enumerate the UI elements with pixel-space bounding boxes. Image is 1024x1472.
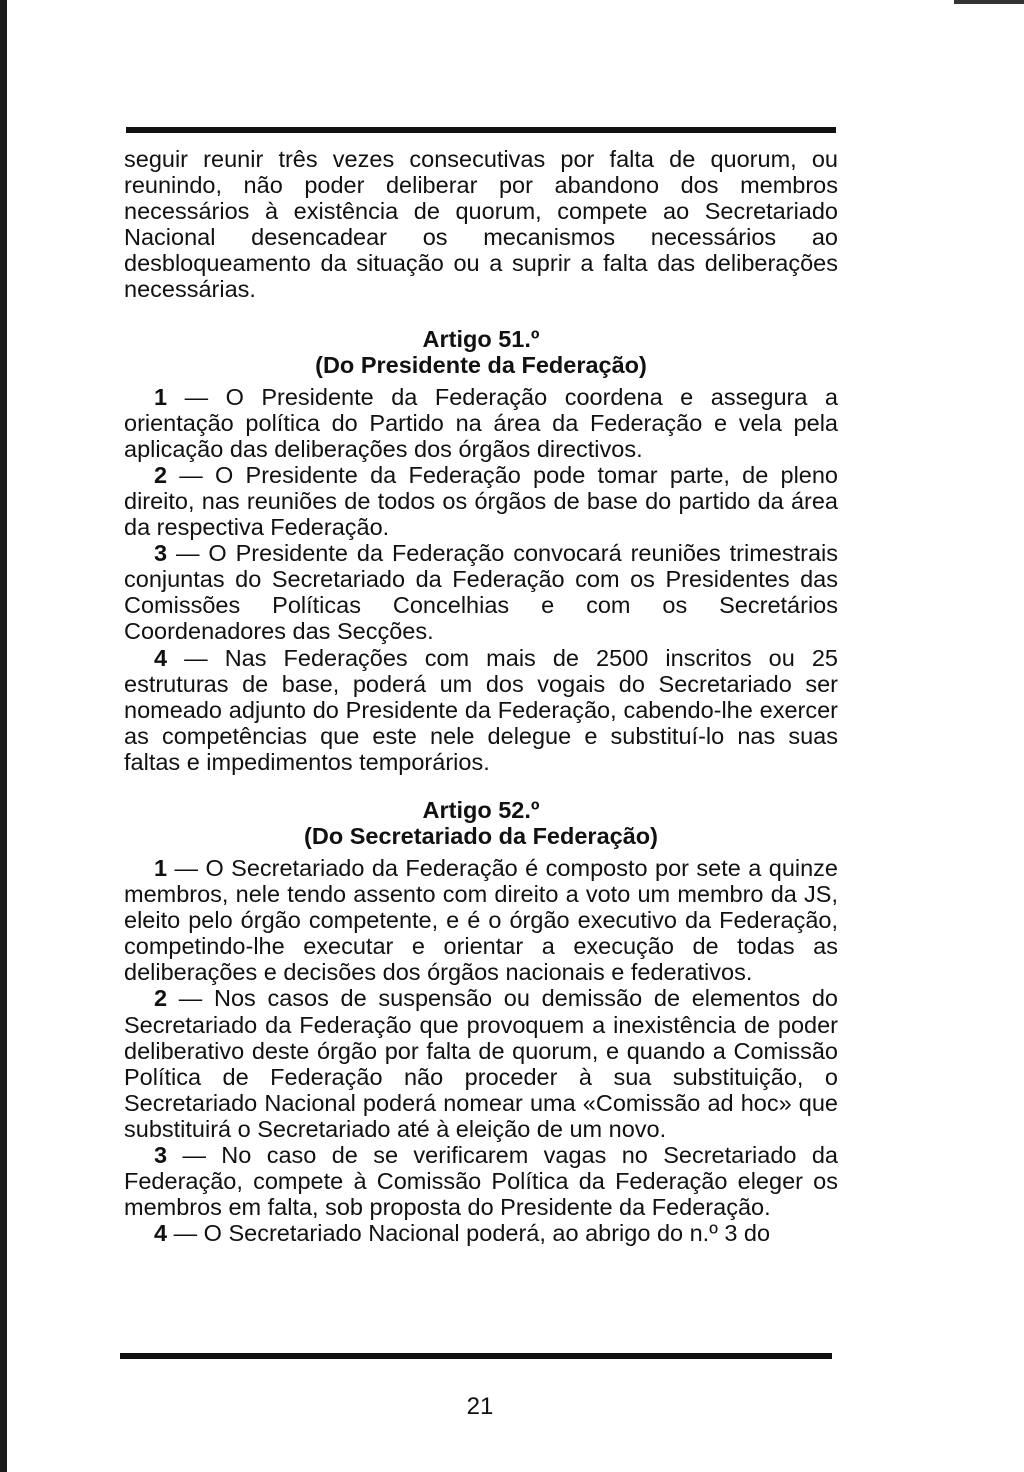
article-52-item-1 [124, 855, 838, 985]
item-number: 4 [154, 644, 168, 671]
top-rule [126, 127, 836, 133]
item-number: 4 [154, 1220, 168, 1247]
item-text: — O Secretariado Nacional poderá, ao abrigo do n.º 3 do [167, 1220, 771, 1247]
article-52-heading: Artigo 52.º [422, 796, 540, 823]
article-52-title: (Do Secretariado da Federação) [304, 823, 658, 850]
item-text: — No caso de se verificarem vagas no Secretariado da Federação, compete à Comissão Política da Federação eleger os membros em falta, sob proposta do Presidente da Federação. [124, 1142, 838, 1221]
item-number: 2 [154, 461, 168, 488]
item-number: 2 [154, 985, 168, 1012]
article-52-item-2 [124, 985, 838, 1142]
item-text: — O Presidente da Federação convocará reuniões trimestrais conjuntas do Secretariado da Federação com os Presidentes das Comissões Políticas Concelhias e com os Secretários Coordenadores das Secções. [124, 540, 838, 645]
page-content [124, 146, 838, 1246]
article-52-item-3 [124, 1142, 838, 1220]
item-text: — Nas Federações com mais de 2500 inscritos ou 25 estruturas de base, poderá um dos vogais do Secretariado ser nomeado adjunto do Presidente da Federação, cabendo-lhe exercer as competências que este nele delegue e substituí-lo nas suas faltas e impedimentos temporários. [124, 644, 838, 775]
intro-paragraph: seguir reunir três vezes consecutivas por falta de quorum, ou reunindo, não poder deliberar por abandono dos membros necessários à existência de quorum, compete ao Secretariado Nacional desencadear os mecanismos necessários ao desbloqueamento da situação ou a suprir a falta das deliberações necessárias. [124, 146, 838, 303]
page-number: 21 [466, 1393, 494, 1420]
article-51-item-4 [124, 645, 838, 775]
article-51-title: (Do Presidente da Federação) [315, 352, 647, 379]
item-number: 3 [154, 1142, 168, 1168]
article-52-item-4 [124, 1220, 838, 1246]
article-51-item-3 [124, 540, 838, 644]
scan-corner-mark [954, 0, 1024, 4]
item-number: 3 [154, 540, 168, 567]
item-text: — Nos casos de suspensão ou demissão de elementos do Secretariado da Federação que provoquem a inexistência de poder deliberativo deste órgão por falta de quorum, e quando a Comissão Política de Federação não proceder à sua substituição, o Secretariado Nacional poderá nomear uma «Comissão ad hoc» que substituirá o Secretariado até à eleição de um novo. [124, 985, 838, 1142]
bottom-rule [120, 1353, 832, 1359]
item-text: — O Presidente da Federação pode tomar parte, de pleno direito, nas reuniões de todos os órgãos de base do partido da área da respectiva Federação. [124, 461, 838, 541]
item-text: — O Presidente da Federação coordena e assegura a orientação política do Partido na área da Federação e vela pela aplicação das deliberações dos órgãos directivos. [124, 383, 838, 462]
article-51-heading: Artigo 51.º [422, 325, 540, 352]
item-text: — O Secretariado da Federação é composto por sete a quinze membros, nele tendo assento com direito a voto um membro da JS, eleito pelo órgão competente, e é o órgão executivo da Federação, competindo-lhe executar e orientar a execução de todas as deliberações e decisões dos órgãos nacionais e federativos. [124, 854, 838, 986]
article-51-item-2 [124, 462, 838, 540]
item-number: 1 [154, 383, 168, 410]
item-number: 1 [154, 854, 168, 881]
article-51-item-1 [124, 384, 838, 462]
scan-left-edge [0, 0, 7, 1472]
